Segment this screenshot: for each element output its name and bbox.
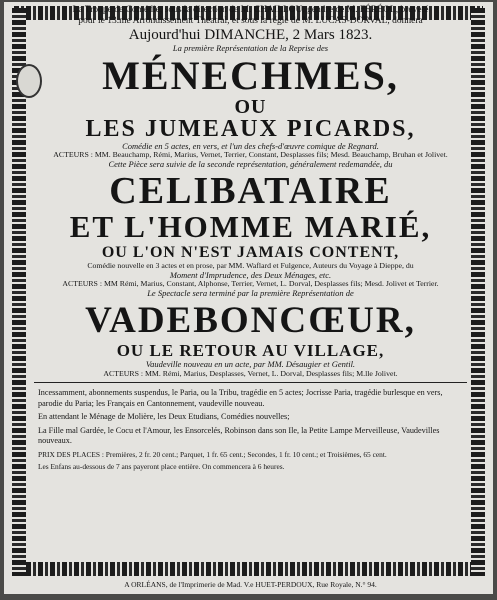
section-divider — [34, 382, 467, 383]
play-title-vadeboncoeur: VADEBONCŒUR, — [85, 300, 416, 342]
play-description-3: Vaudeville nouveau en un acte, par MM. Désaugier et Gentil. — [145, 359, 356, 370]
play-description-1: Comédie en 5 actes, en vers, et l'un des chefs-d'œuvre comique de Regnard. — [122, 140, 379, 151]
decorative-border-bottom — [14, 562, 483, 576]
decorative-border-right — [471, 8, 485, 576]
play-subtitle-jumeaux: LES JUMEAUX PICARDS, — [85, 115, 416, 142]
play-description-2a: Comédie nouvelle en 3 actes et en prose, par MM. Waflard et Fulgence, Auteurs du Voyage à Dieppe, du — [87, 260, 414, 270]
playbill-sheet — [4, 2, 493, 594]
performance-date: Aujourd'hui DIMANCHE, 2 Mars 1823. — [128, 27, 373, 44]
troupe-intro-line-1: La Troupe de Comédie, sous la direction de M. CHAILLOU, gendre de M. FÉRÉOL, breveté — [72, 5, 429, 15]
or-connector-1: OU — [234, 95, 267, 118]
closing-performance-note: Le Spectacle sera terminé par la première Représentation de — [147, 287, 354, 298]
play-description-2b: Moment d'Imprudence, des Deux Ménages, etc. — [169, 269, 332, 280]
play-title-celibataire: CELIBATAIRE — [109, 169, 392, 212]
troupe-intro-line-2: pour le 13.me Arrondissement Théatral, et sous la régie de M. LUCAS-DORVAL, donnera — [78, 15, 423, 26]
play-title-menechmes: MÉNECHMES, — [102, 52, 399, 98]
cast-list-1: ACTEURS : MM. Beauchamp, Rémi, Marius, Vernet, Terrier, Constant, Desplasses fils; Mesd. Beauchamp, Bruhan et Jolivet. — [53, 150, 448, 160]
printer-imprint: A ORLÉANS, de l'Imprimerie de Mad. V.e HUET-PERDOUX, Rue Royale, N.° 94. — [124, 580, 377, 589]
upcoming-note-3: La Fille mal Gardée, le Cocu et l'Amour, les Ensorcelés, Robinson dans son Ile, la Petite Lampe Merveilleuse, Vaudevilles nouveaux. — [38, 425, 440, 446]
play-title-homme-marie: ET L'HOMME MARIÉ, — [69, 209, 432, 245]
playbill-content — [34, 5, 467, 475]
upcoming-note-2: En attendant le Ménage de Molière, les Deux Etudians, Comédies nouvelles; — [38, 412, 290, 422]
first-performance-note: La première Représentation de la Reprise des — [172, 43, 329, 54]
upcoming-notes — [34, 388, 467, 471]
play-subtitle-retour-village: OU LE RETOUR AU VILLAGE, — [116, 341, 385, 361]
upcoming-note-1: Incessamment, abonnements suspendus, le Paria, ou la Tribu, tragédie en 5 actes; Jocrisse Paria, tragédie burlesque en vers, parodie du Paria; les Français en Cantonnement, vaudeville nouveau. — [38, 388, 443, 408]
play-subtitle-jamais-content: OU L'ON N'EST JAMAIS CONTENT, — [101, 243, 400, 261]
cast-list-2: ACTEURS : MM Rémi, Marius, Constant, Alphonse, Terrier, Vernet, L. Dorval, Desplasses fils; Mesd. Jolivet et Terrier. — [62, 279, 439, 289]
followed-by-note: Cette Pièce sera suivie de la seconde représentation, généralement redemandée, du — [108, 158, 393, 169]
cast-list-3: ACTEURS : MM. Rémi, Marius, Desplasses, Vernet, L. Dorval, Desplasses fils; M.lle Jolivet. — [103, 368, 398, 378]
ticket-prices: PRIX DES PLACES : Premières, 2 fr. 20 cent.; Parquet, 1 fr. 65 cent.; Secondes, 1 fr. 10 cent.; et Troisièmes, 65 cent. — [38, 449, 387, 459]
children-and-start-time: Les Enfans au-dessous de 7 ans payeront place entière. On commencera à 6 heures. — [38, 462, 285, 472]
